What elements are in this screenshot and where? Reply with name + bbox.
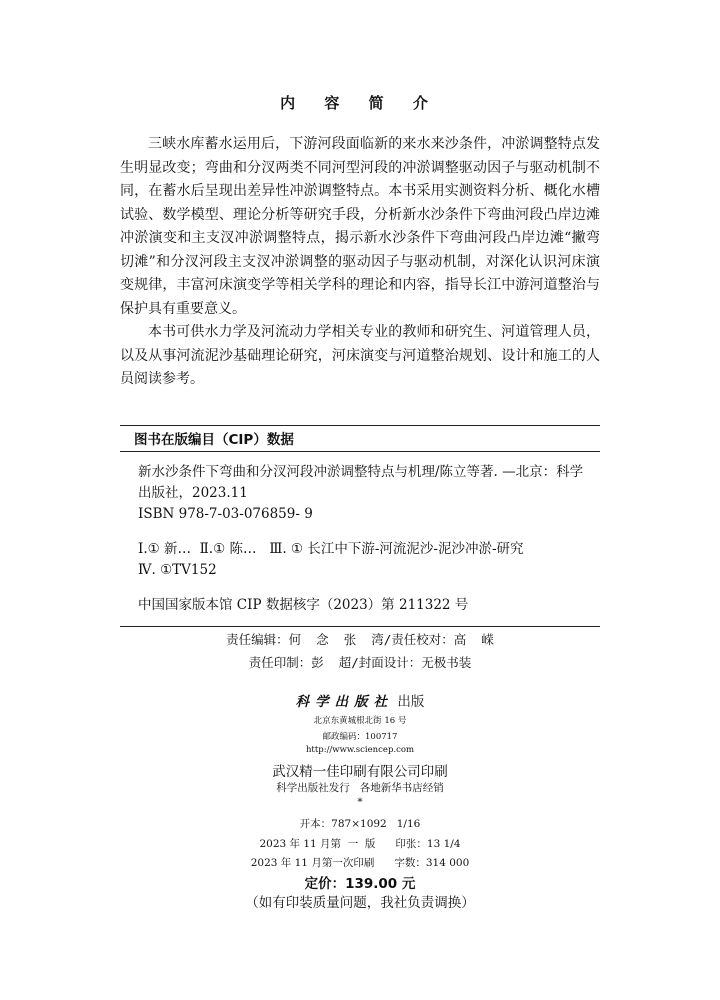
introduction: [120, 133, 600, 392]
page-title: 内 容 简 介: [280, 94, 440, 112]
printer: 武汉精一佳印刷有限公司印刷: [272, 764, 448, 780]
cip-heading: 图书在版编目（CIP）数据: [134, 432, 294, 448]
distribution: 科学出版社发行 各地新华书店经销: [276, 782, 444, 794]
cip-classification-1: Ⅰ.① 新… Ⅱ.① 陈… Ⅲ. ① 长江中下游-河流泥沙-泥沙冲淤-研究: [138, 541, 524, 557]
cip-entry-line-1: 新水沙条件下弯曲和分汊河段冲淤调整特点与机理/陈立等著. —北京：科学: [138, 464, 584, 480]
separator-star: *: [357, 796, 363, 808]
price-line: [0, 872, 720, 892]
edition-info: 2023 年 11 月第 一 版 印张：13 1/4: [259, 838, 461, 850]
publisher-suffix: 出版: [397, 694, 425, 710]
publisher-line: [0, 690, 720, 710]
credits: [0, 628, 720, 674]
publisher-website: http://www.sciencep.com: [305, 745, 415, 755]
intro-paragraph-1: 三峡水库蓄水运用后，下游河段面临新的来水来沙条件，冲淤调整特点发生明显改变；弯曲和分汊两类不同河型河段的冲淤调整驱动因子与驱动机制不同，在蓄水后呈现出差异性冲淤调整特点。本书采用实测资料分析、概化水槽试验、数学模型、理论分析等研究手段，分析新水沙条件下弯曲河段凸岸边滩冲淤演变和主支汊冲淤调整特点，揭示新水沙条件下弯曲河段凸岸边滩“撇弯切滩”和分汊河段主支汊冲淤调整的驱动因子与驱动机制，对深化认识河床演变规律，丰富河床演变学等相关学科的理论和内容，指导长江中游河道整治与保护具有重要意义。: [120, 136, 600, 317]
credits-line-1: 责任编辑：何 念 张 湾/责任校对：高 嵘: [226, 632, 494, 647]
intro-paragraph-2: 本书可供水力学及河流动力学相关专业的教师和研究生、河道管理人员，以及从事河流泥沙基础理论研究，河床演变与河道整治规划、设计和施工的人员阅读参考。: [120, 324, 600, 387]
publisher-name: 科学出版社: [295, 694, 394, 710]
publisher-postcode: 邮政编码：100717: [322, 732, 398, 742]
price-value: 139.00 元: [345, 876, 416, 892]
printing-info: 2023 年 11 月第一次印刷 字数：314 000: [250, 857, 470, 869]
cip-isbn: ISBN 978-7-03-076859- 9: [138, 506, 313, 522]
cip-entry-line-2: 出版社，2023.11: [138, 485, 248, 501]
publisher-address: 北京东黄城根北街 16 号: [313, 716, 407, 726]
cip-classification-2: Ⅳ. ①TV152: [138, 562, 217, 578]
credits-line-2: 责任印制：彭 超/封面设计：无极书装: [248, 655, 472, 670]
price-label: 定价：: [304, 876, 346, 892]
cip-number: 中国国家版本馆 CIP 数据核字（2023）第 211322 号: [138, 597, 469, 613]
cip-divider: [120, 451, 600, 452]
book-format: 开本：787×1092 1/16: [299, 818, 421, 830]
quality-notice: （如有印装质量问题，我社负责调换）: [245, 895, 475, 911]
cip-body: [120, 462, 600, 616]
